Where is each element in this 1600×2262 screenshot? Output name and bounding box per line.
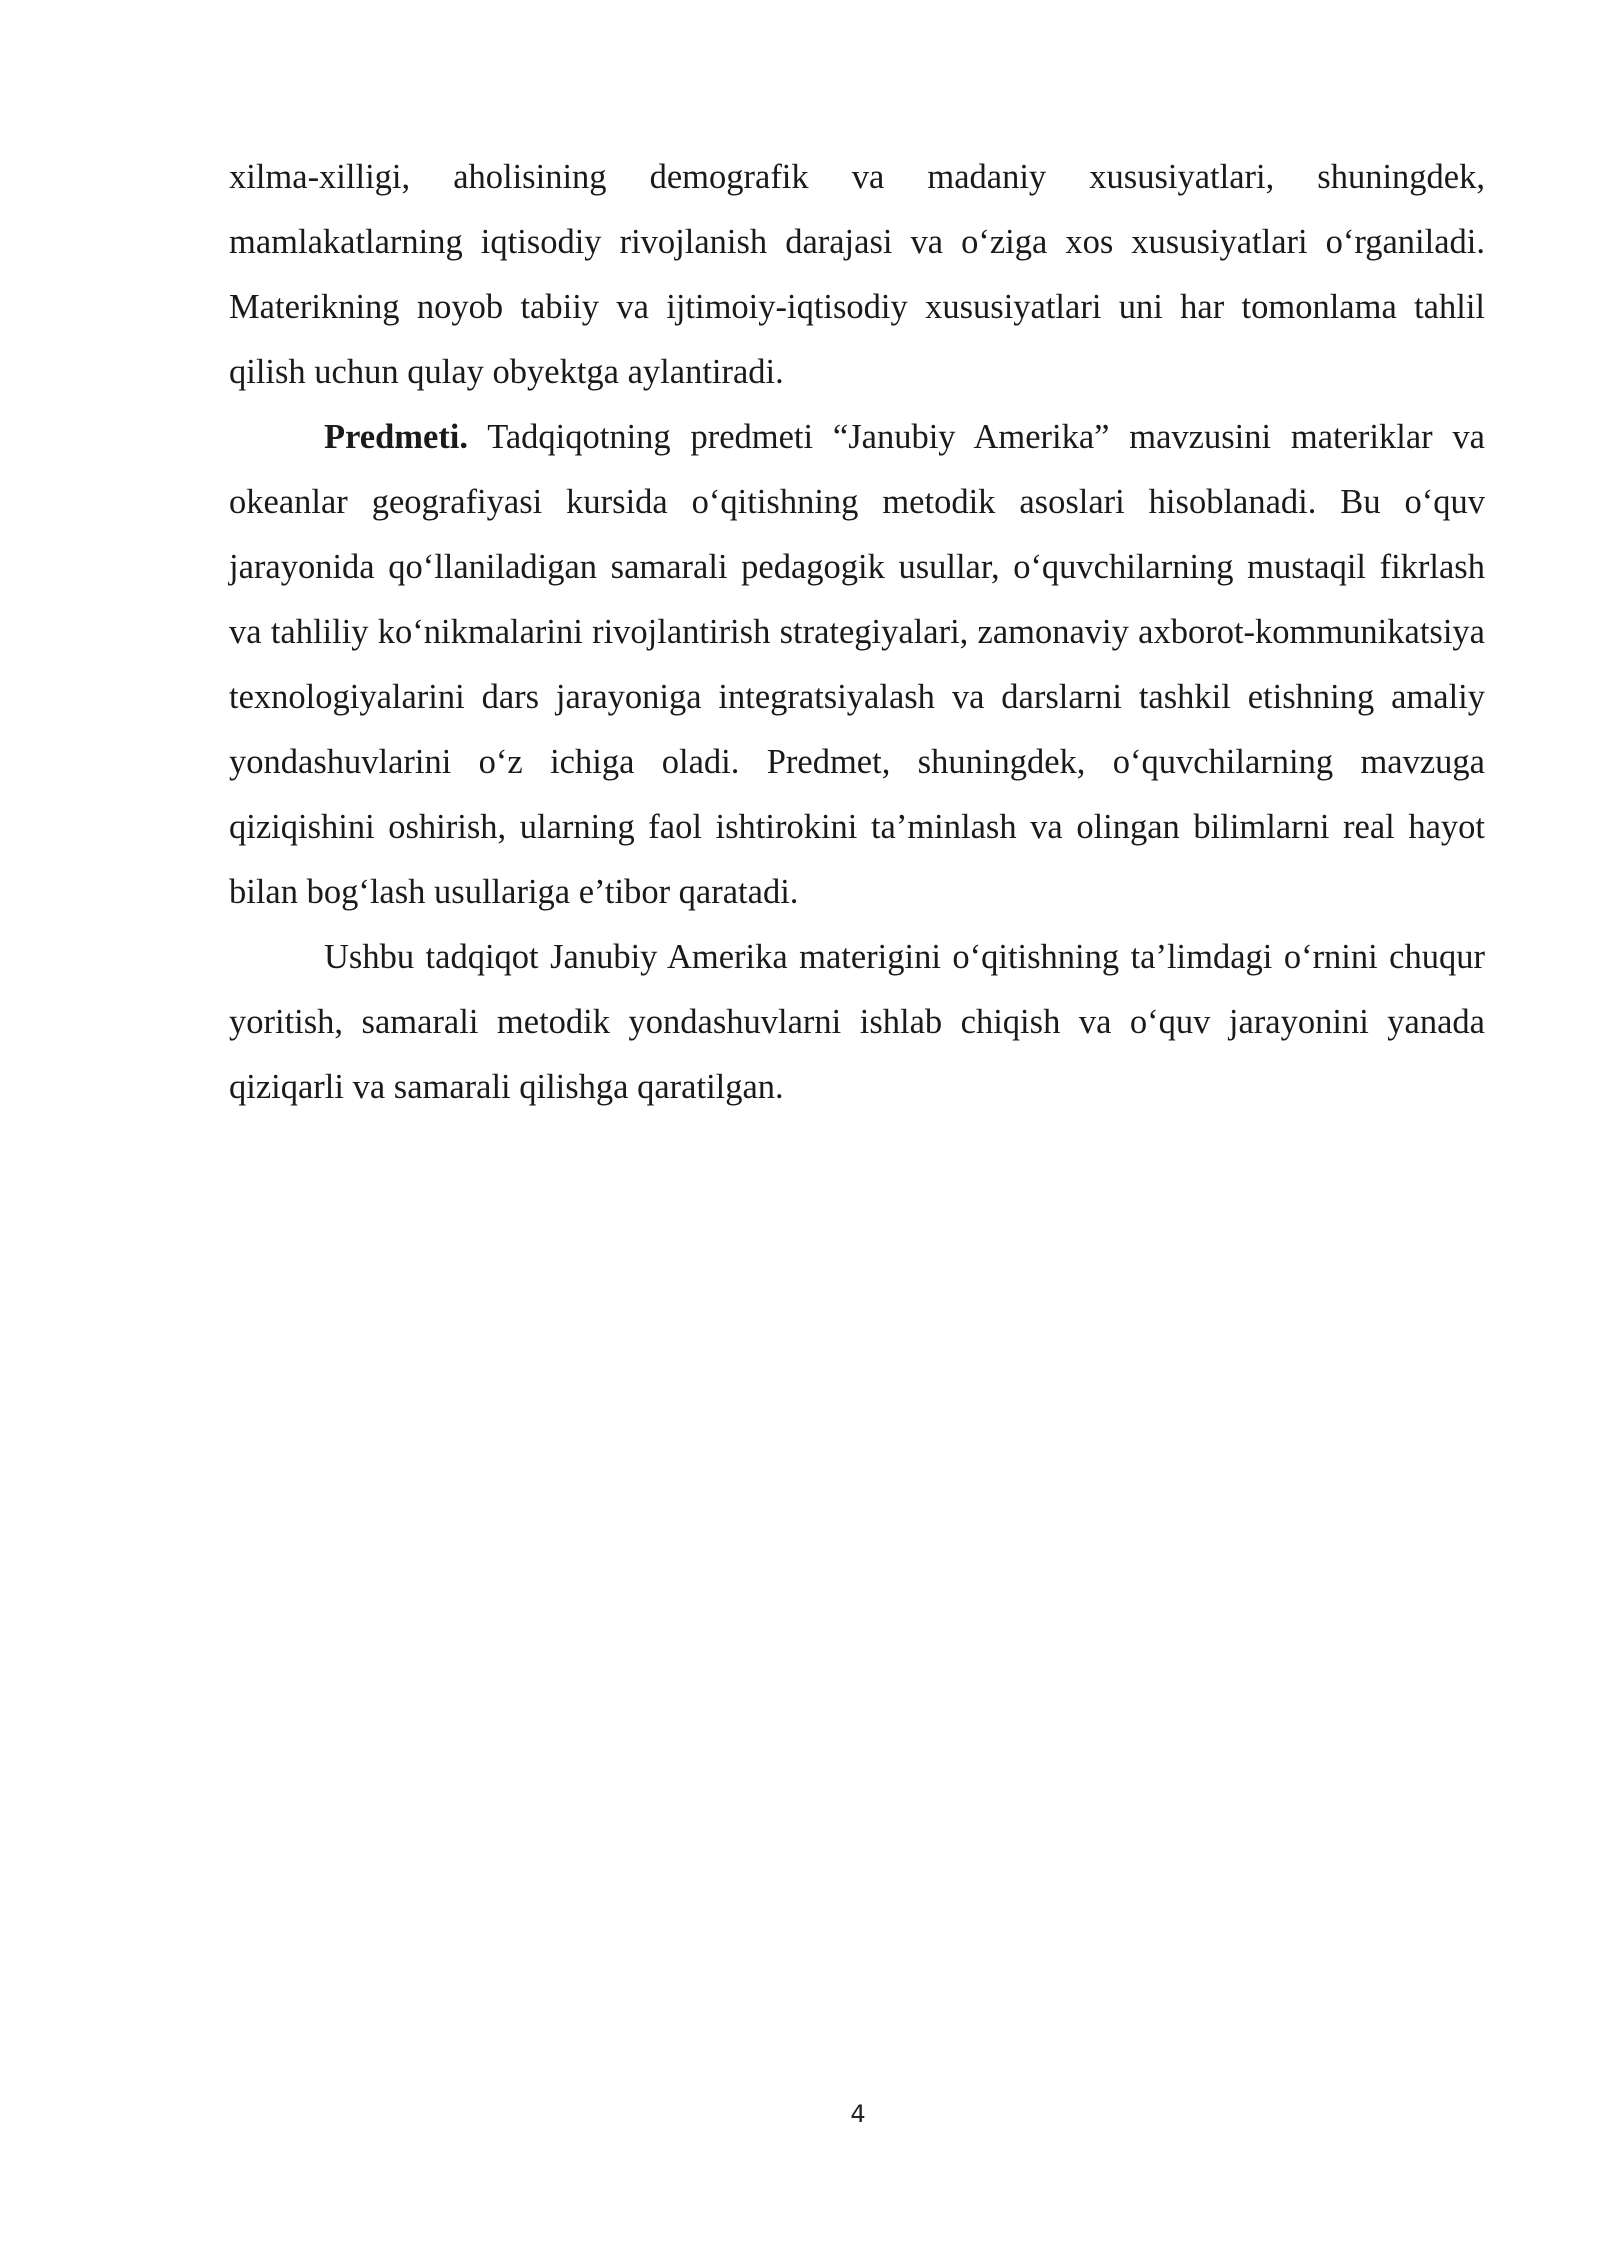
predmeti-heading: Predmeti. [324, 418, 469, 456]
predmeti-body: Tadqiqotning predmeti “Janubiy Amerika” mavzusini materiklar va okeanlar geografiyasi kursida o‘qitishning metodik asoslari hisoblanadi. Bu o‘quv jarayonida qo‘llaniladigan samarali pedagogik usullar, o‘quvchilarning mustaqil fikrlash va tahliliy ko‘nikmalarini rivojlantirish strategiyalari, zamonaviy axborot-kommunikatsiya texnologiyalarini dars jarayoniga integratsiyalash va darslarni tashkil etishning amaliy yondashuvlarini o‘z ichiga oladi. Predmet, shuningdek, o‘quvchilarning mavzuga qiziqishini oshirish, ularning faol ishtirokini ta’minlash va olingan bilimlarni real hayot bilan bog‘lash usullariga e’tibor qaratadi. [229, 418, 1485, 911]
paragraph-conclusion: Ushbu tadqiqot Janubiy Amerika materigini o‘qitishning ta’limdagi o‘rnini chuqur yoritish, samarali metodik yondashuvlarni ishlab chiqish va o‘quv jarayonini yanada qiziqarli va samarali qilishga qaratilgan. [229, 938, 1485, 1106]
page-number: 4 [850, 2100, 866, 2128]
body-text [229, 145, 1485, 1120]
paragraph-predmeti [229, 405, 1485, 925]
paragraph-continued: xilma-xilligi, aholisining demografik va madaniy xususiyatlari, shuningdek, mamlakatlarning iqtisodiy rivojlanish darajasi va o‘ziga xos xususiyatlari o‘rganiladi. Materikning noyob tabiiy va ijtimoiy-iqtisodiy xususiyatlari uni har tomonlama tahlil qilish uchun qulay obyektga aylantiradi. [229, 158, 1485, 391]
